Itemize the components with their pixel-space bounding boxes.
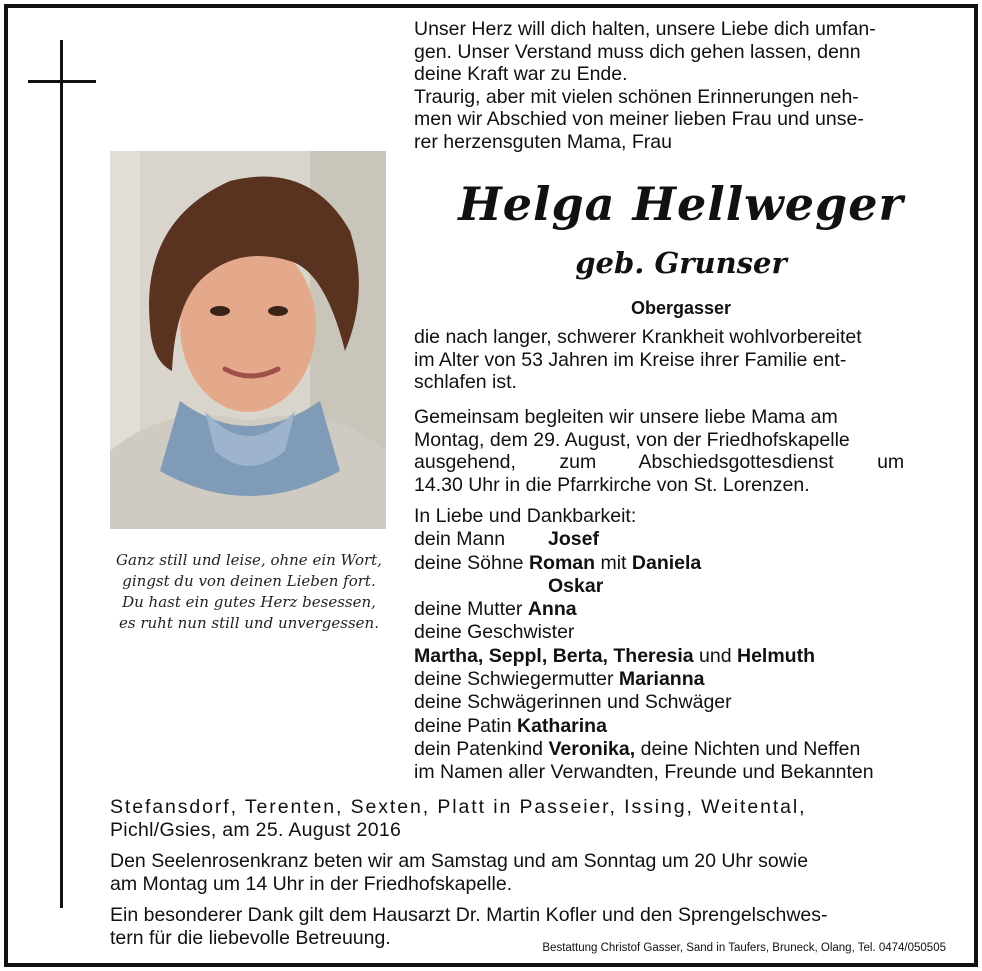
mother-in-law-name: Marianna — [618, 668, 705, 691]
son-name: Oskar — [548, 574, 604, 597]
poem-line: gingst du von deinen Lieben fort. — [122, 572, 376, 590]
and-word: und — [699, 644, 732, 667]
funeral-word: ausgehend, zum Abschiedsgottesdienst um — [414, 451, 905, 473]
intro-line: Unser Herz will dich halten, unsere Liebe dich umfan- — [414, 18, 876, 40]
intro-text — [414, 18, 948, 153]
funeral-details — [414, 406, 948, 496]
family-husband — [414, 528, 954, 551]
godchild-name: Veronika, — [548, 737, 636, 760]
death-notice — [414, 326, 948, 394]
portrait-photo — [110, 151, 386, 529]
son-name: Roman — [528, 551, 596, 574]
mother-name: Anna — [527, 598, 577, 621]
poem-line: es ruht nun still und unvergessen. — [119, 614, 379, 632]
deceased-name: Helga Hellweger — [458, 177, 904, 231]
family-relatives: im Namen aller Verwandten, Freunde und Bekannten — [414, 761, 874, 784]
intro-line: gen. Unser Verstand muss dich gehen lassen, denn — [414, 40, 861, 63]
husband-label: dein Mann — [414, 528, 506, 551]
son-partner-name: Daniela — [631, 551, 702, 574]
with-word: mit — [600, 551, 627, 574]
funeral-line — [414, 451, 948, 474]
family-mother — [414, 598, 954, 621]
family-list — [414, 505, 954, 785]
undertaker-credit: Bestattung Christof Gasser, Sand in Taufers, Bruneck, Olang, Tel. 0474/050505 — [542, 942, 946, 954]
intro-line: deine Kraft war zu Ende. — [414, 63, 628, 85]
mother-in-law-label: deine Schwiegermutter — [414, 668, 614, 691]
house-name: Obergasser — [630, 298, 732, 318]
place-and-date — [110, 796, 948, 842]
rosary-line: Den Seelenrosenkranz beten wir am Samstag und am Sonntag um 20 Uhr sowie — [110, 850, 809, 872]
poem-line: Ganz still und leise, ohne ein Wort, — [116, 551, 382, 569]
godmother-label: deine Patin — [414, 714, 512, 737]
mother-label: deine Mutter — [414, 598, 523, 621]
cross-horizontal-bar — [28, 80, 96, 83]
funeral-line: Montag, dem 29. August, von der Friedhofskapelle — [414, 428, 850, 451]
family-mother-in-law — [414, 668, 954, 691]
family-in-laws: deine Schwägerinnen und Schwäger — [414, 691, 732, 714]
funeral-line: Gemeinsam begleiten wir unsere liebe Mama am — [414, 406, 838, 428]
death-line: schlafen ist. — [414, 371, 517, 393]
family-godchild — [414, 738, 954, 761]
place-line: Pichl/Gsies, am 25. August 2016 — [110, 819, 402, 841]
place-line: Stefansdorf, Terenten, Sexten, Platt in Passeier, Issing, Weitental, — [110, 796, 807, 818]
family-sons — [414, 552, 954, 575]
funeral-line: 14.30 Uhr in die Pfarrkirche von St. Lorenzen. — [414, 473, 810, 496]
poem-line: Du hast ein gutes Herz besessen, — [122, 593, 376, 611]
death-line: die nach langer, schwerer Krankheit wohlvorbereitet — [414, 326, 862, 348]
rosary-line: am Montag um 14 Uhr in der Friedhofskapelle. — [110, 873, 513, 895]
family-heading: In Liebe und Dankbarkeit: — [414, 505, 637, 527]
family-son2 — [414, 575, 954, 598]
nieces-text: deine Nichten und Neffen — [640, 737, 861, 760]
intro-line: men wir Abschied von meiner lieben Frau und unse- — [414, 108, 864, 130]
intro-line: Traurig, aber mit vielen schönen Erinnerungen neh- — [414, 85, 859, 108]
siblings-names: Martha, Seppl, Berta, Theresia — [414, 644, 694, 667]
portrait-illustration — [110, 151, 386, 529]
godchild-label: dein Patenkind — [414, 737, 544, 760]
family-siblings-label: deine Geschwister — [414, 621, 575, 644]
thanks-line: Ein besonderer Dank gilt dem Hausarzt Dr. Martin Kofler und den Sprengelschwes- — [110, 904, 828, 926]
rosary-notice — [110, 850, 948, 896]
sibling-name: Helmuth — [736, 644, 815, 667]
birth-name: geb. Grunser — [575, 246, 787, 280]
thanks-line: tern für die liebevolle Betreuung. — [110, 927, 391, 949]
husband-name: Josef — [548, 528, 599, 551]
sons-label: deine Söhne — [414, 551, 524, 574]
cross-vertical-bar — [60, 40, 63, 908]
godmother-name: Katharina — [517, 714, 607, 737]
death-line: im Alter von 53 Jahren im Kreise ihrer Familie ent- — [414, 348, 847, 371]
family-siblings — [414, 645, 954, 668]
family-godmother — [414, 715, 954, 738]
intro-line: rer herzensguten Mama, Frau — [414, 130, 672, 153]
memorial-poem — [104, 550, 394, 634]
